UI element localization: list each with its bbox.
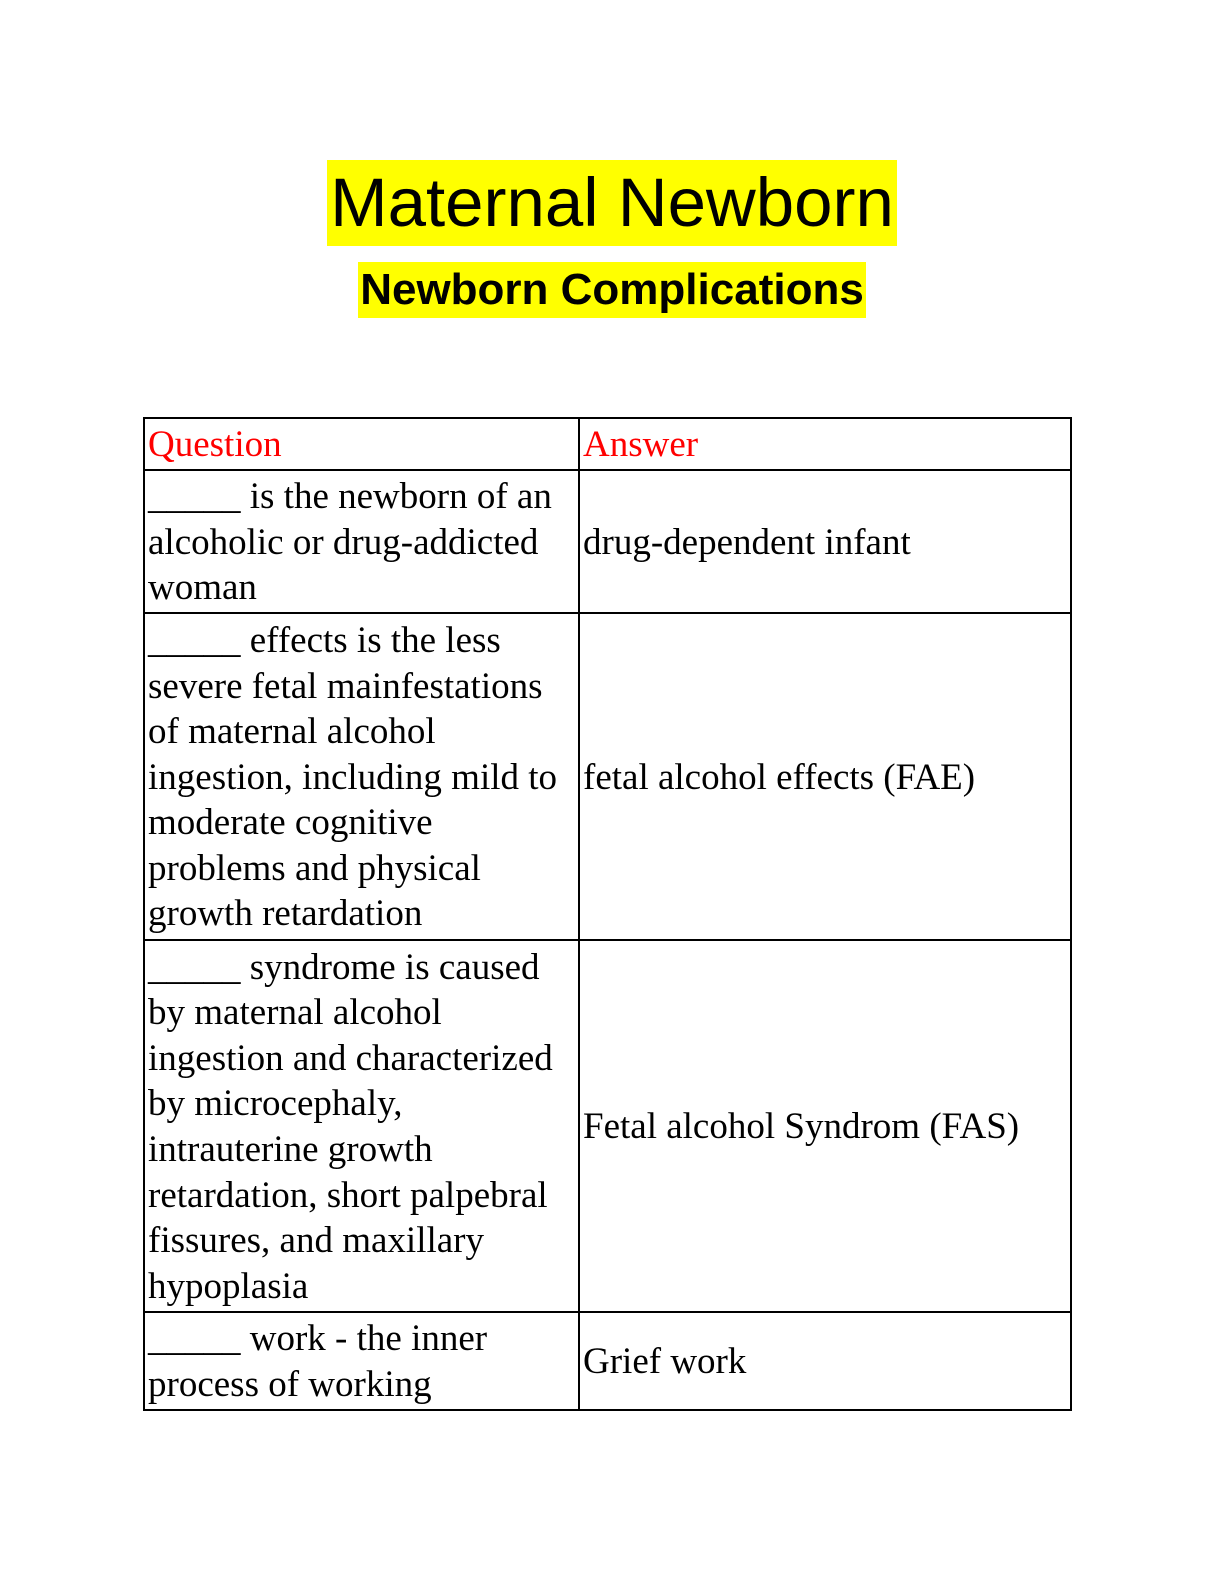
- question-cell: _____ effects is the less severe fetal mainfestations of maternal alcohol ingestion, including mild to moderate cognitive problems and physical growth retardation: [144, 613, 579, 940]
- question-cell: _____ is the newborn of an alcoholic or drug-addicted woman: [144, 470, 579, 613]
- table-row: [144, 613, 1071, 940]
- document-subtitle: Newborn Complications: [358, 262, 866, 318]
- column-header-answer: Answer: [579, 418, 1071, 470]
- table-row: [144, 470, 1071, 613]
- subtitle-block: [0, 262, 1224, 318]
- document-title: Maternal Newborn: [327, 160, 897, 246]
- qa-table: [143, 417, 1072, 1411]
- question-cell: _____ syndrome is caused by maternal alcohol ingestion and characterized by microcephaly, intrauterine growth retardation, short palpebral fissures, and maxillary hypoplasia: [144, 940, 579, 1312]
- column-header-question: Question: [144, 418, 579, 470]
- answer-cell: Fetal alcohol Syndrom (FAS): [579, 940, 1071, 1312]
- table-header-row: [144, 418, 1071, 470]
- answer-cell: Grief work: [579, 1312, 1071, 1410]
- table-row: [144, 940, 1071, 1312]
- table-row: [144, 1312, 1071, 1410]
- answer-cell: drug-dependent infant: [579, 470, 1071, 613]
- question-cell: _____ work - the inner process of working: [144, 1312, 579, 1410]
- title-block: [0, 160, 1224, 246]
- answer-cell: fetal alcohol effects (FAE): [579, 613, 1071, 940]
